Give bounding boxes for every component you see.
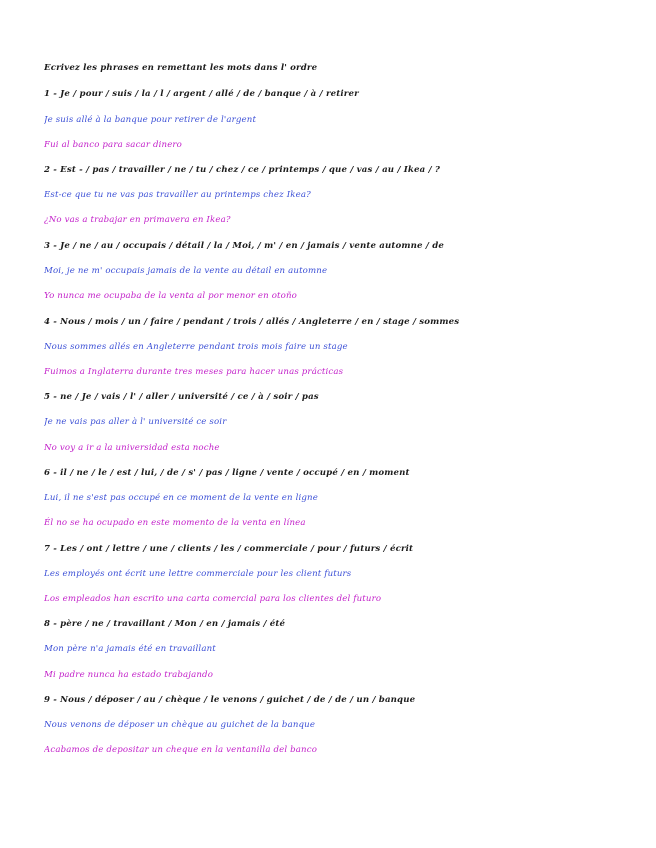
exercise-2-prompt: 2 - Est - / pas / travailler / ne / tu / chez / ce / printemps / que / vas / au / Ikea / ? <box>44 165 441 175</box>
exercise-3-prompt: 3 - Je / ne / au / occupais / détail / la / Moi, / m' / en / jamais / vente automne / de <box>44 241 444 251</box>
exercise-5-answer-fr: Je ne vais pas aller à l' université ce soir <box>44 417 227 427</box>
exercise-5-prompt: 5 - ne / Je / vais / l' / aller / université / ce / à / soir / pas <box>44 392 319 402</box>
exercise-9-answer-es: Acabamos de depositar un cheque en la ventanilla del banco <box>44 745 318 755</box>
exercise-1-answer-es: Fui al banco para sacar dinero <box>44 140 183 150</box>
exercise-1-prompt: 1 - Je / pour / suis / la / l / argent / allé / de / banque / à / retirer <box>44 89 359 99</box>
instruction-heading: Ecrivez les phrases en remettant les mots dans l' ordre <box>44 63 318 73</box>
exercise-3-answer-es: Yo nunca me ocupaba de la venta al por menor en otoño <box>44 291 297 301</box>
exercise-2-answer-fr: Est-ce que tu ne vas pas travailler au printemps chez Ikea? <box>44 190 311 200</box>
exercise-9-prompt: 9 - Nous / déposer / au / chèque / le venons / guichet / de / de / un / banque <box>44 695 416 705</box>
exercise-8-prompt: 8 - père / ne / travaillant / Mon / en / jamais / été <box>44 619 286 629</box>
exercise-4-answer-es: Fuimos a Inglaterra durante tres meses para hacer unas prácticas <box>44 367 344 377</box>
exercise-4-answer-fr: Nous sommes allés en Angleterre pendant trois mois faire un stage <box>44 342 348 352</box>
exercise-7-answer-es: Los empleados han escrito una carta comercial para los clientes del futuro <box>44 594 382 604</box>
exercise-6-answer-fr: Lui, il ne s'est pas occupé en ce moment de la vente en ligne <box>44 493 318 503</box>
exercise-6-answer-es: Él no se ha ocupado en este momento de la venta en línea <box>44 518 306 528</box>
exercise-8-answer-fr: Mon père n'a jamais été en travaillant <box>44 644 216 654</box>
exercise-8-answer-es: Mi padre nunca ha estado trabajando <box>44 670 214 680</box>
exercise-6-prompt: 6 - il / ne / le / est / lui, / de / s' / pas / ligne / vente / occupé / en / moment <box>44 468 410 478</box>
exercise-7-prompt: 7 - Les / ont / lettre / une / clients / les / commerciale / pour / futurs / écrit <box>44 544 414 554</box>
exercise-5-answer-es: No voy a ir a la universidad esta noche <box>44 443 220 453</box>
exercise-2-answer-es: ¿No vas a trabajar en primavera en Ikea? <box>44 215 231 225</box>
exercise-3-answer-fr: Moi, je ne m' occupais jamais de la vente au détail en automne <box>44 266 328 276</box>
exercise-7-answer-fr: Les employés ont écrit une lettre commerciale pour les client futurs <box>44 569 352 579</box>
exercise-4-prompt: 4 - Nous / mois / un / faire / pendant / trois / allés / Angleterre / en / stage / sommes <box>44 317 460 327</box>
exercise-1-answer-fr: Je suis allé à la banque pour retirer de l'argent <box>44 115 257 125</box>
exercise-9-answer-fr: Nous venons de déposer un chèque au guichet de la banque <box>44 720 316 730</box>
